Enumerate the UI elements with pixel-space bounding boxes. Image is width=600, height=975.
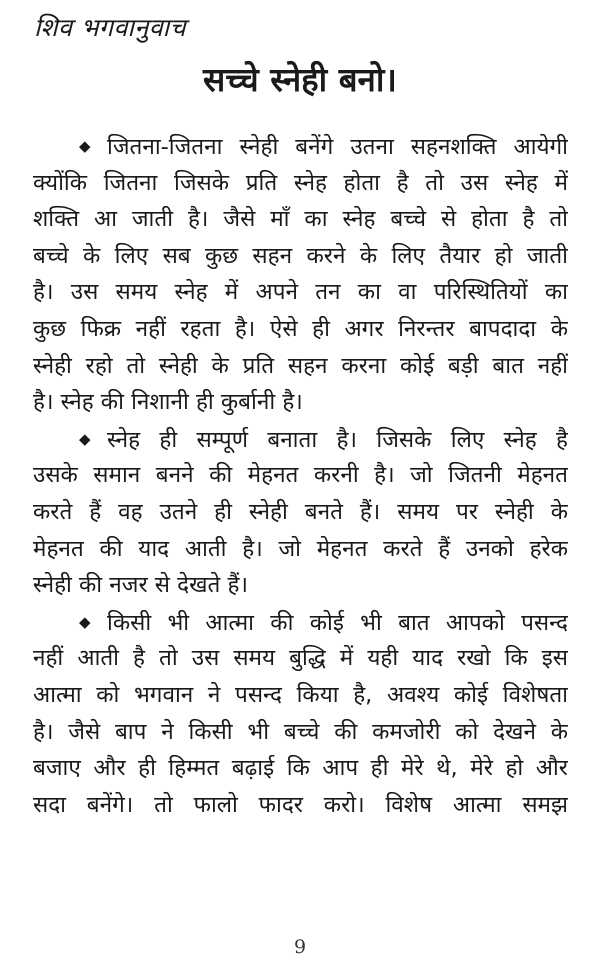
text-line: [33, 787, 568, 824]
text-line: [33, 165, 568, 202]
text-line: [33, 604, 568, 641]
page-header: शिव भगवानुवाच: [34, 13, 186, 42]
text-line: [33, 384, 568, 421]
line-text: आत्मा को भगवान ने पसन्द किया है, अवश्य कोई विशेषता: [33, 681, 568, 708]
line-text: किसी भी आत्मा की कोई भी बात आपको पसन्द: [107, 609, 568, 636]
text-line: [33, 201, 568, 238]
paragraph: [33, 128, 568, 421]
text-line: [33, 531, 568, 568]
line-text: है। उस समय स्नेह में अपने तन का वा परिस्थितियों का: [33, 279, 568, 306]
line-text: क्योंकि जितना जिसके प्रति स्नेह होता है तो उस स्नेह में: [33, 169, 568, 196]
page-body: [33, 128, 568, 823]
line-text: बजाए और ही हिम्मत बढ़ाई कि आप ही मेरे थे, मेरे हो और: [33, 755, 568, 782]
diamond-bullet-icon: ◆: [79, 429, 91, 448]
line-text: स्नेही की नजर से देखते हैं।: [33, 572, 248, 599]
line-text: है। स्नेह की निशानी ही कुर्बानी है।: [33, 389, 303, 416]
text-line: [33, 714, 568, 751]
line-text: बच्चे के लिए सब कुछ सहन करने के लिए तैयार हो जाती: [33, 242, 568, 269]
text-line: [33, 311, 568, 348]
text-line: [33, 457, 568, 494]
text-line: [33, 274, 568, 311]
line-text: जितना-जितना स्नेही बनेंगे उतना सहनशक्ति आयेगी: [107, 134, 568, 160]
text-line: [33, 494, 568, 531]
text-line: [33, 640, 568, 677]
line-text: शक्ति आ जाती है। जैसे माँ का स्नेह बच्चे से होता है तो: [33, 206, 568, 233]
line-text: उसके समान बनने की मेहनत करनी है। जो जितनी मेहनत: [33, 462, 568, 489]
text-line: [33, 238, 568, 275]
page-title: सच्चे स्नेही बनो।: [203, 60, 397, 99]
paragraph: [33, 421, 568, 604]
line-text: करते हैं वह उतने ही स्नेही बनते हैं। समय पर स्नेही के: [33, 498, 568, 525]
line-text: है। जैसे बाप ने किसी भी बच्चे की कमजोरी को देखने के: [33, 718, 568, 745]
text-line: [33, 128, 568, 165]
line-text: सदा बनेंगे। तो फालो फादर करो। विशेष आत्मा समझ: [33, 791, 568, 818]
text-line: [33, 677, 568, 714]
paragraph: [33, 604, 568, 824]
text-line: [33, 567, 568, 604]
line-text: स्नेह ही सम्पूर्ण बनाता है। जिसके लिए स्नेह है: [107, 426, 568, 453]
line-text: कुछ फिक्र नहीं रहता है। ऐसे ही अगर निरन्तर बापदादा के: [33, 315, 568, 342]
diamond-bullet-icon: ◆: [79, 137, 91, 155]
line-text: मेहनत की याद आती है। जो मेहनत करते हैं उनको हरेक: [33, 535, 568, 562]
text-line: [33, 421, 568, 458]
page-number: 9: [293, 936, 307, 958]
text-line: [33, 750, 568, 787]
text-line: [33, 348, 568, 385]
line-text: नहीं आती है तो उस समय बुद्धि में यही याद रखो कि इस: [33, 645, 568, 672]
diamond-bullet-icon: ◆: [79, 612, 91, 631]
line-text: स्नेही रहो तो स्नेही के प्रति सहन करना कोई बड़ी बात नहीं: [33, 352, 568, 379]
